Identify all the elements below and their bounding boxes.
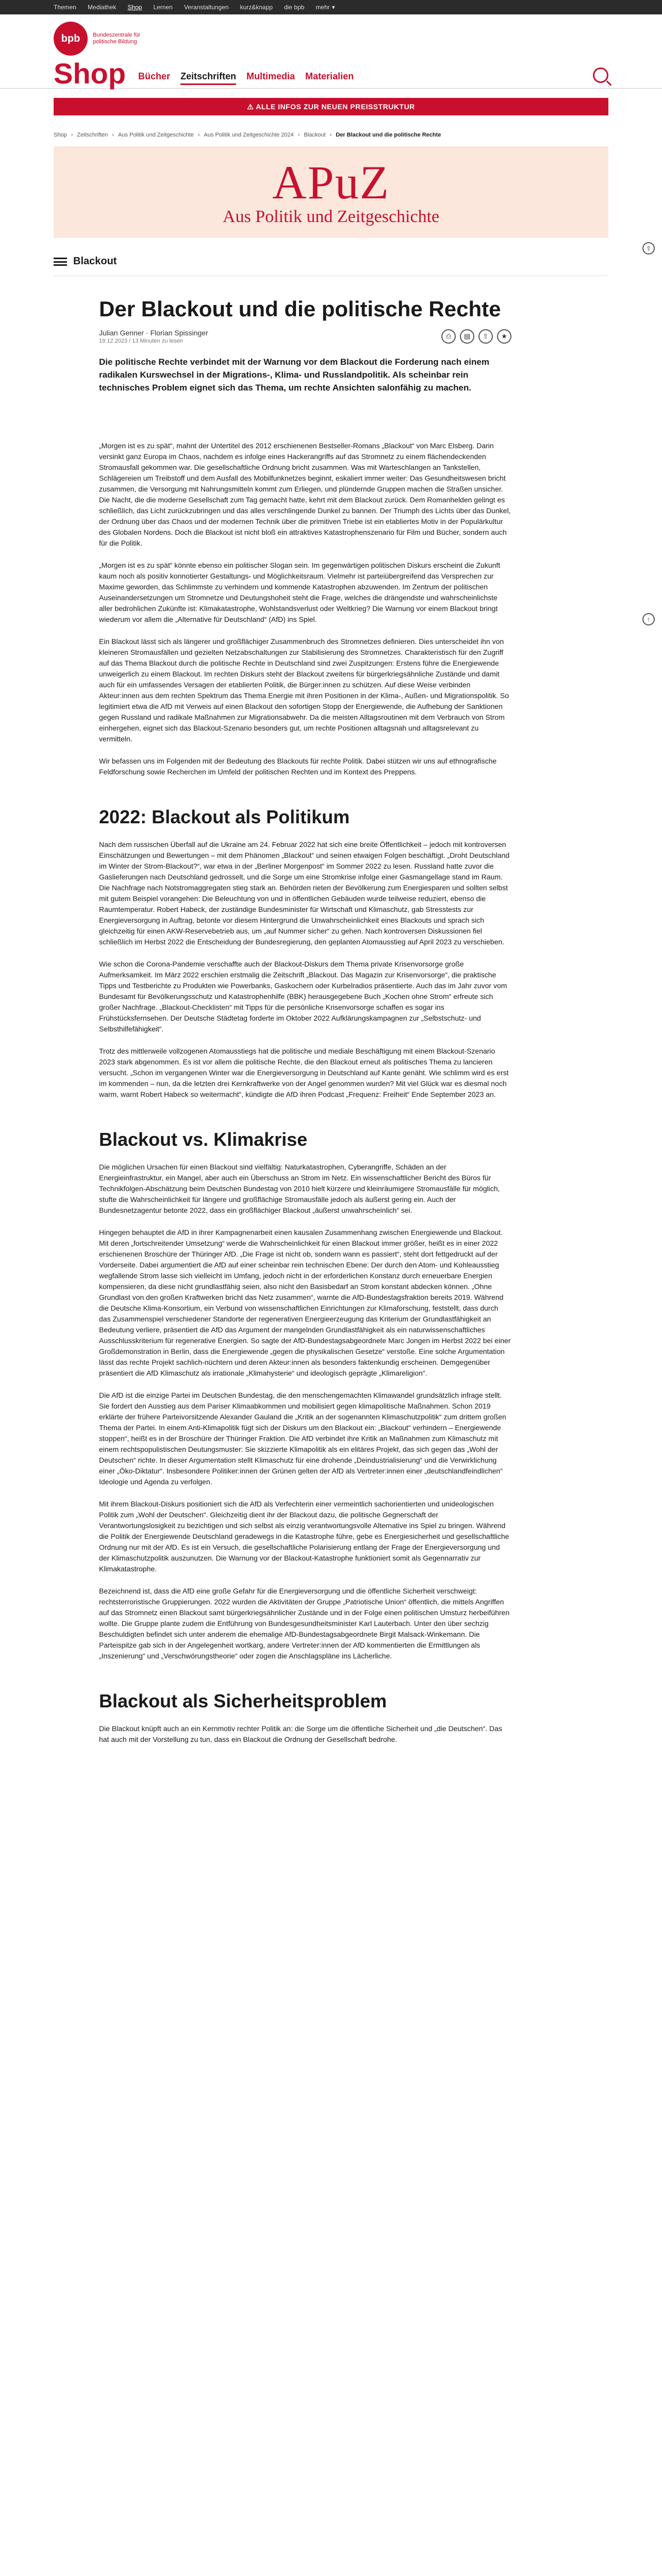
- breadcrumb-separator-icon: ›: [297, 132, 300, 138]
- pdf-icon[interactable]: ▤: [460, 329, 474, 344]
- section-heading: Blackout als Sicherheitsproblem: [99, 1690, 387, 1711]
- shop-nav-materialien[interactable]: Materialien: [305, 71, 354, 81]
- paragraph: „Morgen ist es zu spät“ könnte ebenso ein politischer Slogan sein. Im gegenwärtigen politischen Diskurs erscheint die Zukunft kaum noch als positiv konnotierter Gestaltungs- und Möglichkeitsraum. Vielmehr ist parteiübergreifend das Versprechen zur Maxime geworden, das Schlimmste zu verhindern und kommende Katastrophen abzuwenden. Im Zentrum der politischen Auseinandersetzungen um Stromnetze und Deutungshoheit steht die Frage, welches die drängendste und wahrscheinlichste aller bedrohlichen Zukünfte ist: Klimakatastrophe, Wohlstandsverlust oder Weltkrieg? Die Warnung vor einem Blackout bringt wiederum vor allem die „Alternative für Deutschland“ (AfD) ins Spiel.: [99, 561, 501, 623]
- shop-navigation: [138, 71, 354, 88]
- paragraph: Mit ihrem Blackout-Diskurs positioniert sich die AfD als Verfechterin einer vermeintlich sachorientierten und unideologischen Politik zum „Wohl der Deutschen“. Gleichzeitig dient ihr der Blackout dazu, die politische Gegnerschaft der Verantwortungslosigkeit zu bezichtigen und sich selbst als einzig verantwortungsvolle Alternative ins Spiel zu bringen. Während die Politik der Energiewende Deutschland geradewegs in die Katastrophe führe, gebe es Energiesicherheit und gesellschaftliche Ordnung nur mit der AfD. Es ist ein Versuch, die gesellschaftliche Polarisierung entlang der Frage der Energieversorgung und der Klimaschutzpolitik auszunutzen. Die Warnung vor der Blackout-Katastrophe funktioniert somit als Gegennarrativ zur Klimakatastrophe.: [99, 1500, 509, 1573]
- share-icon[interactable]: ⇪: [642, 242, 655, 255]
- breadcrumb-shop[interactable]: Shop: [54, 132, 67, 138]
- article-actions: [441, 329, 511, 344]
- article-lead: Die politische Rechte verbindet mit der Warnung vor dem Blackout die Forderung nach einem radikalen Kurswechsel in der Migrations-, Klima- und Russlandpolitik. Als scheinbar rein technisches Problem eignet sich das Thema, um rechte Ansichten salonfähig zu machen.: [99, 357, 489, 393]
- share-icon[interactable]: ⇧: [478, 329, 493, 344]
- breadcrumb-current: Der Blackout und die politische Rechte: [336, 132, 441, 138]
- paragraph: Hingegen behauptet die AfD in ihrer Kampagnenarbeit einen kausalen Zusammenhang zwischen Energiewende und Blackout. Mit deren „fortschreitender Umsetzung“ werde die Wahrscheinlichkeit für einen Blackout immer größer, heißt es in einer 2022 erschienenen Broschüre der Thüringer AfD. „Die Frage ist nicht ob, sondern wann es passiert“, steht dort fettgedruckt auf der Vorderseite. Dabei argumentiert die AfD auf einer scheinbar rein technischen Ebene: Der durch den Atom- und Kohleausstieg wegfallende Strom lasse sich vielleicht im Umfang, jedoch nicht in der erforderlichen Konstanz durch erneuerbare Energien kompensieren, da diese nicht grundlastfähig seien, also nicht den Basisbedarf an Strom konstant abdecken können. „Ohne Grundlast von den großen Kraftwerken bricht das Netz zusammen“, warnte die AfD-Bundestagsfraktion bereits 2019. Während die Deutsche Klima-Konsortium, ein Verbund von wissenschaftlichen Einrichtungen zur Klimaforschung, feststellt, dass durch das Zusammenspiel verschiedener Standorte der regenerativen Energieerzeugung das Kriterium der Grundlastfähigkeit an Bedeutung verliere, präsentiert die AfD das Argument der mangelnden Grundlastfähigkeit als ein naturwissenschaftliches Ausschlusskriterium für regenerative Energien. So sagte der AfD-Bundestagsabgeordnete Marc Jongen im Herbst 2022 bei einer Großdemonstration in Berlin, dass die Energiewende „gegen die physikalischen Gesetze“ verstoße. Eine solche Argumentation lässt das rechte Projekt sachlich-nüchtern und deren Akteur:innen als besonders faktenkundig erscheinen. Demgegenüber präsentiert die AfD Klimaschutz als irrationale „Klimahysterie“ und ideologisch geprägte „Klimareligion“.: [99, 1228, 511, 1377]
- paragraph: Bezeichnend ist, dass die AfD eine große Gefahr für die Energieversorgung und die öffentliche Sicherheit verschweigt: rechtsterroristische Gruppierungen. 2022 wurden die Aktivitäten der Gruppe „Patriotische Union“ öffentlich, die mittels Angriffen auf das Stromnetz einen Blackout samt bürgerkriegsähnlicher Zustände und in der Folge einen politischen Umsturz herbeiführen wollte. Die Gruppe plante zudem die Entführung von Bundesgesundheitsminister Karl Lauterbach. Unter den über sechzig Beschuldigten befindet sich unter anderem die ehemalige AfD-Bundestagsabgeordnete Birgit Malsack-Winkemann. Die Parteispitze gab sich in der Angelegenheit wortkarg, andere Vertreter:innen der AfD kommentierten die Ermittlungen als „Inszenierung“ und „Verschwörungstheorie“ oder zogen die Anschlagspläne ins Lächerliche.: [99, 1587, 510, 1660]
- scroll-up-icon[interactable]: ↑: [642, 613, 655, 625]
- paragraph: „Morgen ist es zu spät“, mahnt der Untertitel des 2012 erschienenen Bestseller-Romans „Blackout“ von Marc Elsberg. Darin versinkt ganz Europa im Chaos, nachdem es infolge eines Hackerangriffs auf das Stromnetz zu einem flächendeckenden Stromausfall gekommen war. Die gesellschaftliche Ordnung bricht zusammen. Was mit Warteschlangen an Tankstellen, Schlägereien um Treibstoff und dem Ausfall des Mobilfunknetzes beginnt, eskaliert immer weiter: Das Gesundheitswesen bricht zusammen, die Versorgung mit Nahrungsmitteln kommt zum Erliegen, und plündernde Gruppen machen die Straßen unsicher. Die Nacht, die die moderne Gesellschaft zum Tag gemacht hatte, kehrt mit dem Blackout zurück. Dem Romanhelden gelingt es schließlich, das Licht zurückzubringen und das alles verschlingende Dunkel zu bannen. Der Triumph des Lichts über das Dunkel, der Ordnung über das Chaos und der modernen Technik über die primitiven Triebe ist ein etabliertes Motiv in der Populärkultur des Globalen Nordens. Doch die Blackout ist nicht bloß ein attraktives Katastrophenszenario für Film und Bücher, sondern auch für die Politik.: [99, 442, 511, 547]
- shop-nav-buecher[interactable]: Bücher: [138, 71, 170, 81]
- chevron-down-icon: ▾: [332, 4, 335, 11]
- hamburger-menu-icon[interactable]: [54, 258, 67, 266]
- topnav-shop[interactable]: Shop: [127, 4, 142, 11]
- search-icon[interactable]: [593, 67, 608, 83]
- price-structure-banner[interactable]: ⚠ ALLE INFOS ZUR NEUEN PREISSTRUKTUR: [54, 98, 608, 115]
- top-navigation: [0, 0, 662, 14]
- issue-menu[interactable]: [54, 256, 608, 276]
- spacer: [99, 394, 511, 429]
- breadcrumb-blackout[interactable]: Blackout: [304, 132, 326, 138]
- topnav-kurz-knapp[interactable]: kurz&knapp: [240, 4, 273, 11]
- brand-header: [0, 14, 662, 56]
- paragraph: Ein Blackout lässt sich als längerer und großflächiger Zusammenbruch des Stromnetzes definieren. Dies unterscheidet ihn von kleineren Stromausfällen und gezielten Netzabschaltungen zur Stabilisierung des Stromnetzes. Charakteristisch für den Zugriff auf das Thema Blackout durch die politische Rechte in Deutschland sind zwei Zuspitzungen: Erstens führe die Energiewende unweigerlich zu einem Blackout. Im rechten Diskurs steht der Blackout zweitens für bürgerkriegsähnliche Zustände und damit auch für ein umfassendes Versagen der etablierten Politik, die Bürger:innen zu schützen. Auf diese Weise verbinden Akteur:innen aus dem rechten Spektrum das Thema Energie mit ihren Positionen in der Klima-, Außen- und Migrationspolitik. So legitimiert etwa die AfD mit Verweis auf einen Blackout den sofortigen Stopp der Energiewende, die Aufhebung der Sanktionen gegen Russland und radikale Maßnahmen zur Migrationsabwehr. Da die meisten Alltagsroutinen mit dem Verbrauch von Strom einhergehen, eignet sich das Blackout-Szenario besonders gut, um rechte Positionen alltagsnah und alltagsrelevant zu vermitteln.: [99, 637, 509, 743]
- topnav-mediathek[interactable]: Mediathek: [88, 4, 117, 11]
- shop-header: [0, 56, 662, 89]
- breadcrumb-separator-icon: ›: [329, 132, 332, 138]
- breadcrumb-apuz-2024[interactable]: Aus Politik und Zeitgeschichte 2024: [204, 132, 294, 138]
- paragraph: Die AfD ist die einzige Partei im Deutschen Bundestag, die den menschengemachten Klimawandel grundsätzlich infrage stellt. Sie fordert den Ausstieg aus dem Pariser Klimaabkommen und mobilisiert gegen klimapolitische Maßnahmen. Schon 2019 erklärte der frühere Parteivorsitzende Alexander Gauland die „Kritik an der sogenannten Klimaschutzpolitik“ zum drittem großen Thema der Partei. In einem Anti-Klimapolitik fügt sich der Diskurs um den Blackout ein: „Blackout“ verhindern – Energiewende stoppen“, heißt es in der Broschüre der Thüringer Fraktion. Die AfD verbindet ihre Kritik an Maßnahmen zum Klimaschutz mit einem rechtspopulistischen Deutungsmuster: Sie skizzierte Klimapolitik als ein elitäres Projekt, das sich gegen das „Wohl der Deutschen“ richte. In dieser Argumentation stellt Klimaschutz für eine drohende „Deindustrialisierung“ und die Verwirklichung einer „Öko-Diktatur“. Insbesondere Politiker:innen der Grünen gelten der AfD als Vertreter:innen einer „deutschlandfeindlichen“ Ideologie und Agenda zu verfolgen.: [99, 1391, 506, 1486]
- print-icon[interactable]: ⎙: [441, 329, 456, 344]
- breadcrumb-zeitschriften[interactable]: Zeitschriften: [77, 132, 108, 138]
- paragraph: Trotz des mittlerweile vollzogenen Atomausstiegs hat die politische und mediale Beschäftigung mit einem Blackout-Szenario 2023 stark abgenommen. Es ist vor allem die politische Rechte, die den Blackout erneut als politisches Thema zu lancieren versucht. „Schon im vergangenen Winter war die Energieversorgung in Deutschland auf Kante genäht. Wie schlimm wird es erst im kommenden – nun, da die letzten drei Kernkraftwerke von der Angel genommen wurden? Mit viel Glück war es diesmal noch warm, warnt Robert Habeck so weitermacht“, kündigte die AfD ihren Podcast „Frequenz: Freiheit“ Ende September 2023 an.: [99, 1047, 509, 1098]
- paragraph: Nach dem russischen Überfall auf die Ukraine am 24. Februar 2022 hat sich eine breite Öffentlichkeit – jedoch mit kontroversen Einschätzungen und Bewertungen – mit dem Phänomen „Blackout“ und seinen etwaigen Folgen beschäftigt. „Droht Deutschland im Winter der Strom-Blackout?“, war etwa in der „Berliner Morgenpost“ im Sommer 2022 zu lesen. Russland hatte zuvor die Gaslieferungen nach Deutschland gedrosselt, und die Sorge um eine Stromkrise infolge einer Gasmangellage stand im Raum. Die Nachfrage nach Notstromaggregaten stieg stark an. Behörden rieten der Bevölkerung zum Energiesparen und sollten selbst mit gutem Beispiel vorangehen: Die Beleuchtung von und in öffentlichen Gebäuden wurde teilweise reduziert, ebenso die Raumtemperatur. Robert Habeck, der zuständige Bundesminister für Wirtschaft und Klimaschutz, gab Stresstests zur Energieversorgung in Auftrag, betonte vor diesem Hintergrund die Unwahrscheinlichkeit eines Blackouts und sprach sich gleichzeitig für einen AKW-Reservebetrieb aus, um „auf Nummer sicher“ zu gehen. Nach kontroversen Diskussionen fiel schließlich im Herbst 2022 die Entscheidung der Bundesregierung, den geplanten Atomausstieg auf April 2023 zu verschieben.: [99, 840, 510, 946]
- section-heading: Blackout vs. Klimakrise: [99, 1129, 308, 1150]
- topnav-mehr[interactable]: mehr ▾: [316, 4, 335, 11]
- paragraph: Wie schon die Corona-Pandemie verschaffte auch der Blackout-Diskurs dem Thema private Krisenvorsorge große Aufmerksamkeit. Im März 2022 erschien erstmalig die Zeitschrift „Blackout. Das Magazin zur Krisenvorsorge“, die praktische Tipps und Testberichte zu Produkten wie Powerbanks, Gaskochern oder Kurbelradios präsentierte. Auch das im Jahr zuvor vom Bundesamt für Bevölkerungsschutz und Katastrophenhilfe (BBK) herausgegebene Buch „Kochen ohne Strom“ erfreute sich großer Nachfrage. „Blackout-Checklisten“ mit Tipps für die persönliche Krisenvorsorge schaffen es sogar ins Frühstücksfernsehen. Der Deutsche Städtetag forderte im Oktober 2022 Aufklärungskampagnen zur „Selbstschutz- und Selbsthilfefähigkeit“.: [99, 960, 507, 1033]
- shop-title[interactable]: Shop: [54, 57, 126, 90]
- apuz-logo: APuZ: [272, 156, 390, 209]
- paragraph: Die Blackout knüpft auch an ein Kernmotiv rechter Politik an: die Sorge um die öffentliche Sicherheit und „die Deutschen“. Das hat auch mit der Vorstellung zu tun, dass ein Blackout die Ordnung der Gesellschaft bedrohe.: [99, 1724, 502, 1743]
- breadcrumb-separator-icon: ›: [71, 132, 73, 138]
- topnav-veranstaltungen[interactable]: Veranstaltungen: [184, 4, 229, 11]
- topnav-die-bpb[interactable]: die bpb: [284, 4, 305, 11]
- bpb-logo[interactable]: bpb: [54, 22, 88, 56]
- breadcrumb-apuz[interactable]: Aus Politik und Zeitgeschichte: [118, 132, 194, 138]
- breadcrumb-separator-icon: ›: [112, 132, 114, 138]
- article-date: 19.12.2023 / 13 Minuten zu lesen: [99, 338, 183, 344]
- bookmark-icon[interactable]: ★: [497, 329, 511, 344]
- topnav-themen[interactable]: Themen: [54, 4, 77, 11]
- shop-nav-multimedia[interactable]: Multimedia: [246, 71, 295, 81]
- article-meta: [99, 329, 511, 344]
- issue-menu-label: Blackout: [73, 256, 117, 267]
- topnav-lernen[interactable]: Lernen: [153, 4, 173, 11]
- logo-text: Bundeszentrale für politische Bildung: [93, 32, 141, 45]
- paragraph: Wir befassen uns im Folgenden mit der Bedeutung des Blackouts für rechte Politik. Dabei stützen wir uns auf ethnografische Feldforschung sowie Recherchen im Umfeld der politischen Rechten und im Kontext des Preppens.: [99, 757, 497, 776]
- apuz-subtitle: Aus Politik und Zeitgeschichte: [222, 207, 440, 226]
- breadcrumb-separator-icon: ›: [197, 132, 200, 138]
- apuz-banner[interactable]: [54, 146, 608, 238]
- article: [99, 297, 511, 1745]
- article-authors[interactable]: Julian Genner · Florian Spissinger: [99, 329, 208, 337]
- paragraph: Die möglichen Ursachen für einen Blackout sind vielfältig: Naturkatastrophen, Cyberangriffe, Schäden an der Energieinfrastruktur, ein Mangel, aber auch ein Überschuss an Strom im Netz. Ein wissenschaftlicher Bericht des Büros für Technikfolgen-Abschätzung beim Deutschen Bundestag von 2010 hielt kürzere und kleinräumigere Stromausfälle für möglich, stufte die Wahrscheinlichkeit für längere und großflächige Stromausfälle jedoch als äußerst gering ein. Auch der Bundesnetzagentur betonte 2022, dass ein großflächiger Blackout „äußerst unwahrscheinlich“ sei.: [99, 1163, 500, 1214]
- section-heading: 2022: Blackout als Politikum: [99, 806, 350, 827]
- shop-nav-zeitschriften[interactable]: Zeitschriften: [180, 71, 236, 85]
- article-title: Der Blackout und die politische Rechte: [99, 297, 501, 321]
- breadcrumb: [0, 115, 662, 138]
